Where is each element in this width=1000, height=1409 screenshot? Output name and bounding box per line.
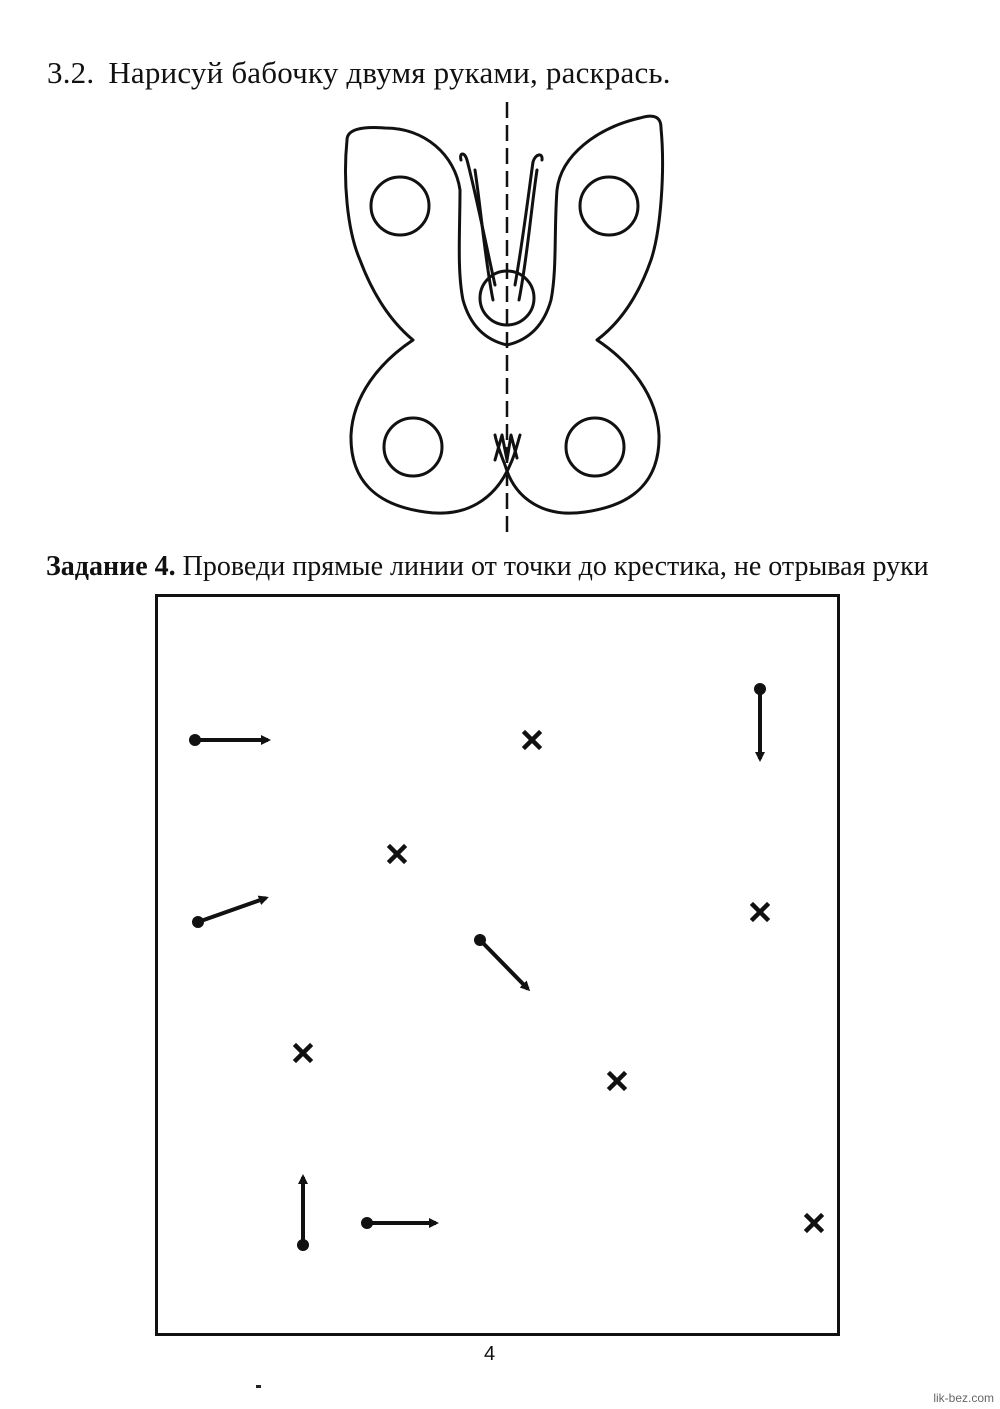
task-3-2-heading	[47, 55, 671, 91]
start-arrow-2	[192, 898, 266, 928]
lower-right-spot	[566, 418, 624, 476]
upper-right-spot	[580, 177, 638, 235]
lower-left-spot	[384, 418, 442, 476]
right-antenna	[515, 155, 542, 285]
task-number: 3.2.	[47, 55, 95, 90]
print-speck	[256, 1385, 261, 1388]
exercise-canvas	[158, 597, 843, 1339]
task-4-heading	[46, 551, 929, 583]
start-arrow-4	[474, 934, 528, 989]
cross-6	[807, 1216, 821, 1230]
cross-2	[390, 847, 404, 861]
butterfly-drawing	[335, 100, 675, 540]
start-arrow-1	[189, 734, 268, 746]
cross-5	[610, 1074, 624, 1088]
upper-left-spot	[371, 177, 429, 235]
cross-3	[753, 905, 767, 919]
task-text: Нарисуй бабочку двумя руками, раскрась.	[108, 55, 671, 90]
exercise-frame	[155, 594, 840, 1336]
right-wing-outline	[495, 116, 663, 513]
watermark: lik-bez.com	[933, 1391, 994, 1405]
start-arrow-3	[754, 683, 766, 759]
start-arrow-6	[361, 1217, 436, 1229]
page-number: 4	[484, 1343, 496, 1365]
body-left-line	[475, 170, 493, 300]
start-arrow-5	[297, 1177, 309, 1251]
task-4-label: Задание 4.	[46, 551, 176, 582]
cross-4	[296, 1046, 310, 1060]
cross-1	[525, 733, 539, 747]
task-4-text: Проведи прямые линии от точки до крестика, не отрывая руки	[182, 551, 929, 582]
left-antenna	[461, 154, 495, 285]
